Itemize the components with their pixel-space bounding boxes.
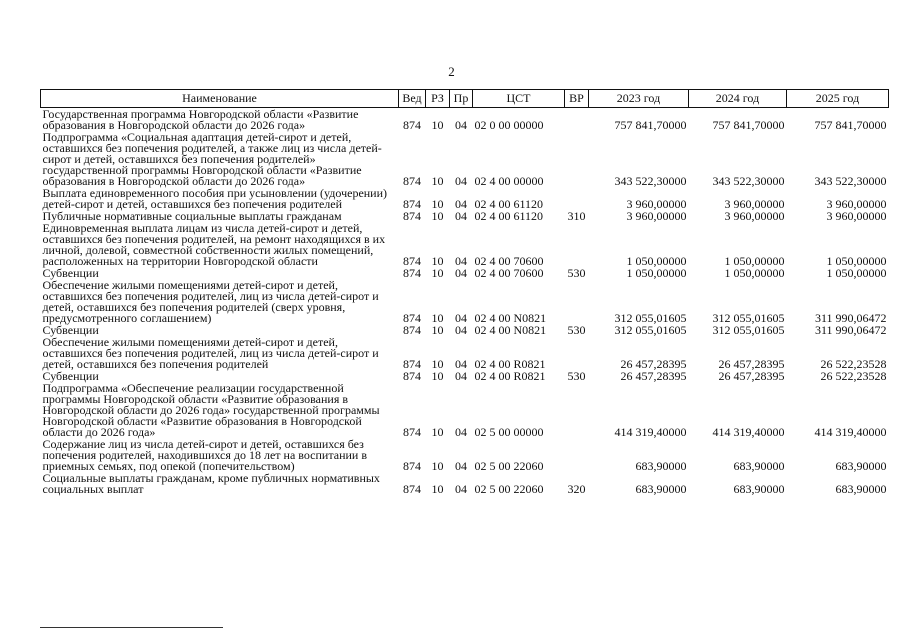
budget-table xyxy=(40,89,889,495)
cell-vr xyxy=(565,222,589,267)
cell-2023: 683,90000 xyxy=(635,482,687,496)
header-2023: 2023 год xyxy=(589,90,689,108)
cell-ved: 874 xyxy=(403,311,421,325)
cell-rz: 10 xyxy=(431,197,444,211)
cell-2023: 757 841,70000 xyxy=(614,118,687,132)
cell-vr xyxy=(565,438,589,472)
cell-cst: 02 5 00 00000 xyxy=(474,425,544,439)
cell-name: Выплата единовременного пособия при усыновлении (удочерении) детей-сирот и детей, оставшихся без попечения родителей xyxy=(42,186,388,211)
cell-rz: 10 xyxy=(431,357,444,371)
cell-name: Субвенции xyxy=(42,323,99,337)
cell-vr: 530 xyxy=(567,369,586,383)
cell-2025: 1 050,00000 xyxy=(826,266,887,280)
cell-2025: 683,90000 xyxy=(835,482,887,496)
cell-vr: 320 xyxy=(567,482,586,496)
header-cst: ЦСТ xyxy=(473,90,565,108)
cell-2025: 311 990,06472 xyxy=(814,311,887,325)
cell-2023: 1 050,00000 xyxy=(626,266,687,280)
cell-vr xyxy=(565,382,589,438)
table-row xyxy=(41,108,889,132)
cell-rz: 10 xyxy=(431,482,444,496)
cell-2023: 343 522,30000 xyxy=(614,174,687,188)
cell-cst: 02 4 00 R0821 xyxy=(474,369,546,383)
page-number: 2 xyxy=(448,64,455,79)
cell-ved: 874 xyxy=(403,425,421,439)
header-name: Наименование xyxy=(41,90,399,108)
cell-2023: 26 457,28395 xyxy=(620,357,687,371)
cell-pr: 04 xyxy=(455,482,467,496)
cell-rz: 10 xyxy=(431,254,444,268)
cell-name: Субвенции xyxy=(42,369,99,383)
table-row xyxy=(41,131,889,187)
cell-pr: 04 xyxy=(455,209,467,223)
table-row xyxy=(41,187,889,210)
cell-rz: 10 xyxy=(431,209,444,223)
cell-ved: 874 xyxy=(403,369,421,383)
cell-2024: 414 319,40000 xyxy=(712,425,785,439)
cell-cst: 02 4 00 61120 xyxy=(474,209,544,223)
cell-cst: 02 4 00 N0821 xyxy=(474,311,547,325)
cell-rz: 10 xyxy=(431,311,444,325)
cell-vr xyxy=(565,108,589,132)
header-2025: 2025 год xyxy=(787,90,889,108)
cell-rz: 10 xyxy=(431,174,444,188)
cell-name: Социальные выплаты гражданам, кроме публичных нормативных социальных выплат xyxy=(42,471,380,496)
cell-cst: 02 0 00 00000 xyxy=(474,118,544,132)
cell-2025: 343 522,30000 xyxy=(814,174,887,188)
cell-2023: 3 960,00000 xyxy=(626,197,687,211)
table-row xyxy=(41,336,889,370)
cell-2024: 757 841,70000 xyxy=(712,118,785,132)
cell-2023: 312 055,01605 xyxy=(614,311,687,325)
cell-vr xyxy=(565,131,589,187)
cell-2024: 683,90000 xyxy=(733,459,785,473)
cell-cst: 02 4 00 70600 xyxy=(474,266,544,280)
cell-2025: 311 990,06472 xyxy=(814,323,887,337)
cell-rz: 10 xyxy=(431,459,444,473)
cell-2024: 312 055,01605 xyxy=(712,323,785,337)
cell-2025: 3 960,00000 xyxy=(826,209,887,223)
cell-rz: 10 xyxy=(431,266,444,280)
cell-2023: 1 050,00000 xyxy=(626,254,687,268)
cell-2025: 26 522,23528 xyxy=(820,357,887,371)
cell-cst: 02 4 00 R0821 xyxy=(474,357,546,371)
header-ved: Вед xyxy=(399,90,426,108)
table-row xyxy=(41,472,889,495)
cell-ved: 874 xyxy=(403,118,421,132)
cell-vr xyxy=(565,279,589,324)
cell-pr: 04 xyxy=(455,174,467,188)
cell-pr: 04 xyxy=(455,459,467,473)
cell-2023: 3 960,00000 xyxy=(626,209,687,223)
cell-name: Обеспечение жилыми помещениями детей-сирот и детей, оставшихся без попечения родителей, лиц из числа детей-сирот и детей, оставшихся без попечения родителей xyxy=(42,335,379,371)
cell-pr: 04 xyxy=(455,266,467,280)
table-row xyxy=(41,382,889,438)
cell-2025: 414 319,40000 xyxy=(814,425,887,439)
cell-pr: 04 xyxy=(455,369,467,383)
cell-2024: 26 457,28395 xyxy=(718,357,785,371)
header-pr: Пр xyxy=(450,90,473,108)
cell-name: Содержание лиц из числа детей-сирот и детей, оставшихся без попечения родителей, находившихся до 18 лет на воспитании в приемных семьях, под опекой (попечительством) xyxy=(42,437,367,473)
header-2024: 2024 год xyxy=(689,90,787,108)
cell-ved: 874 xyxy=(403,266,421,280)
cell-ved: 874 xyxy=(403,323,421,337)
cell-cst: 02 4 00 N0821 xyxy=(474,323,547,337)
cell-ved: 874 xyxy=(403,174,421,188)
cell-ved: 874 xyxy=(403,254,421,268)
cell-2023: 683,90000 xyxy=(635,459,687,473)
table-row xyxy=(41,438,889,472)
cell-name: Обеспечение жилыми помещениями детей-сирот и детей, оставшихся без попечения родителей, лиц из числа детей-сирот и детей, оставшихся без попечения родителей (сверх уровня, предусмотренного соглашением) xyxy=(42,278,379,325)
cell-cst: 02 4 00 70600 xyxy=(474,254,544,268)
cell-vr xyxy=(565,187,589,210)
cell-ved: 874 xyxy=(403,357,421,371)
cell-ved: 874 xyxy=(403,482,421,496)
cell-pr: 04 xyxy=(455,118,467,132)
cell-2024: 1 050,00000 xyxy=(724,254,785,268)
cell-rz: 10 xyxy=(431,118,444,132)
cell-2023: 312 055,01605 xyxy=(614,323,687,337)
cell-vr: 530 xyxy=(567,266,586,280)
table-row xyxy=(41,279,889,324)
cell-pr: 04 xyxy=(455,197,467,211)
cell-2025: 3 960,00000 xyxy=(826,197,887,211)
cell-2025: 26 522,23528 xyxy=(820,369,887,383)
cell-2025: 683,90000 xyxy=(835,459,887,473)
cell-pr: 04 xyxy=(455,311,467,325)
table-header-row xyxy=(41,90,889,108)
cell-2025: 757 841,70000 xyxy=(814,118,887,132)
footnote-divider xyxy=(40,627,223,628)
cell-2024: 683,90000 xyxy=(733,482,785,496)
cell-rz: 10 xyxy=(431,425,444,439)
cell-vr xyxy=(565,336,589,370)
cell-ved: 874 xyxy=(403,209,421,223)
cell-2024: 3 960,00000 xyxy=(724,197,785,211)
cell-2024: 3 960,00000 xyxy=(724,209,785,223)
cell-pr: 04 xyxy=(455,254,467,268)
cell-name: Субвенции xyxy=(42,266,99,280)
cell-name: Подпрограмма «Социальная адаптация детей-сирот и детей, оставшихся без попечения родителей, а также лиц из числа детей-сирот и детей, оставшихся без попечения родителей» государственной программы Новгородской области «Развитие образования в Новгородской области до 2026 года» xyxy=(42,130,382,188)
cell-vr: 310 xyxy=(567,209,586,223)
cell-2024: 26 457,28395 xyxy=(718,369,785,383)
cell-name: Публичные нормативные социальные выплаты гражданам xyxy=(42,209,342,223)
cell-ved: 874 xyxy=(403,459,421,473)
cell-2024: 312 055,01605 xyxy=(712,311,785,325)
cell-2023: 26 457,28395 xyxy=(620,369,687,383)
cell-ved: 874 xyxy=(403,197,421,211)
cell-rz: 10 xyxy=(431,323,444,337)
table-body xyxy=(41,108,889,496)
header-rz: РЗ xyxy=(426,90,450,108)
cell-2025: 1 050,00000 xyxy=(826,254,887,268)
cell-name: Подпрограмма «Обеспечение реализации государственной программы Новгородской области «Развитие образования в Новгородской области до 2026 года» государственной программы Новгородской области «Развитие образования в Новгородской области до 2026 года» xyxy=(42,381,380,439)
cell-vr: 530 xyxy=(567,323,586,337)
cell-rz: 10 xyxy=(431,369,444,383)
cell-name: Единовременная выплата лицам из числа детей-сирот и детей, оставшихся без попечения родителей, на ремонт находящихся в их личной, долевой, совместной собственности жилых помещений, расположенных на территории Новгородской области xyxy=(42,221,386,268)
cell-name: Государственная программа Новгородской области «Развитие образования в Новгородской области до 2026 года» xyxy=(42,107,359,132)
cell-cst: 02 5 00 22060 xyxy=(474,459,544,473)
cell-cst: 02 4 00 00000 xyxy=(474,174,544,188)
cell-pr: 04 xyxy=(455,357,467,371)
cell-cst: 02 4 00 61120 xyxy=(474,197,544,211)
cell-pr: 04 xyxy=(455,425,467,439)
cell-pr: 04 xyxy=(455,323,467,337)
cell-2024: 343 522,30000 xyxy=(712,174,785,188)
cell-2023: 414 319,40000 xyxy=(614,425,687,439)
header-vr: ВР xyxy=(565,90,589,108)
table-row xyxy=(41,222,889,267)
cell-cst: 02 5 00 22060 xyxy=(474,482,544,496)
cell-2024: 1 050,00000 xyxy=(724,266,785,280)
